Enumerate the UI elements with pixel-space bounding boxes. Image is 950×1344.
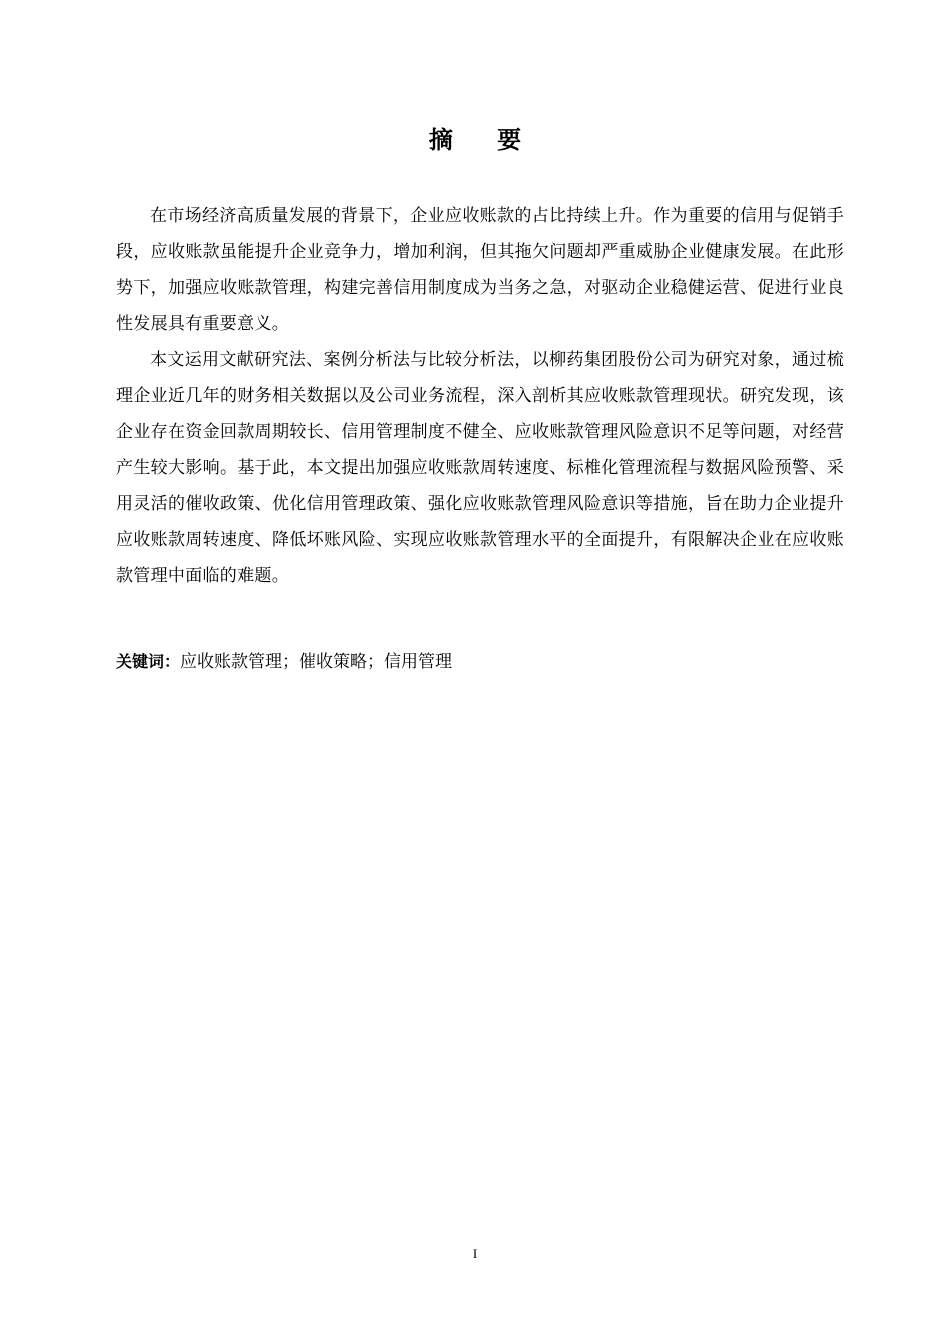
abstract-title: 摘 要 — [428, 125, 540, 154]
keywords-line — [116, 644, 844, 680]
abstract-paragraph-2: 本文运用文献研究法、案例分析法与比较分析法，以柳药集团股份公司为研究对象，通过梳理企业近几年的财务相关数据以及公司业务流程，深入剖析其应收账款管理现状。研究发现，该企业存在资金回款周期较长、信用管理制度不健全、应收账款管理风险意识不足等问题，对经营产生较大影响。基于此，本文提出加强应收账款周转速度、标椎化管理流程与数据风险预警、采用灵活的催收政策、优化信用管理政策、强化应收账款管理风险意识等措施，旨在助力企业提升应收账款周转速度、降低坏账风险、实现应收账款管理水平的全面提升，有限解决企业在应收账款管理中面临的难题。 — [116, 350, 844, 586]
keywords-text: 应收账款管理；催收策略；信用管理 — [180, 652, 453, 672]
abstract-body — [116, 198, 844, 594]
keywords-label: 关键词： — [116, 652, 181, 671]
abstract-paragraph-1: 在市场经济高质量发展的背景下，企业应收账款的占比持续上升。作为重要的信用与促销手段，应收账款虽能提升企业竞争力，增加利润，但其拖欠问题却严重威胁企业健康发展。在此形势下，加强应收账款管理，构建完善信用制度成为当务之急，对驱动企业稳健运营、促进行业良性发展具有重要意义。 — [116, 206, 844, 334]
page-number: I — [472, 1246, 478, 1261]
